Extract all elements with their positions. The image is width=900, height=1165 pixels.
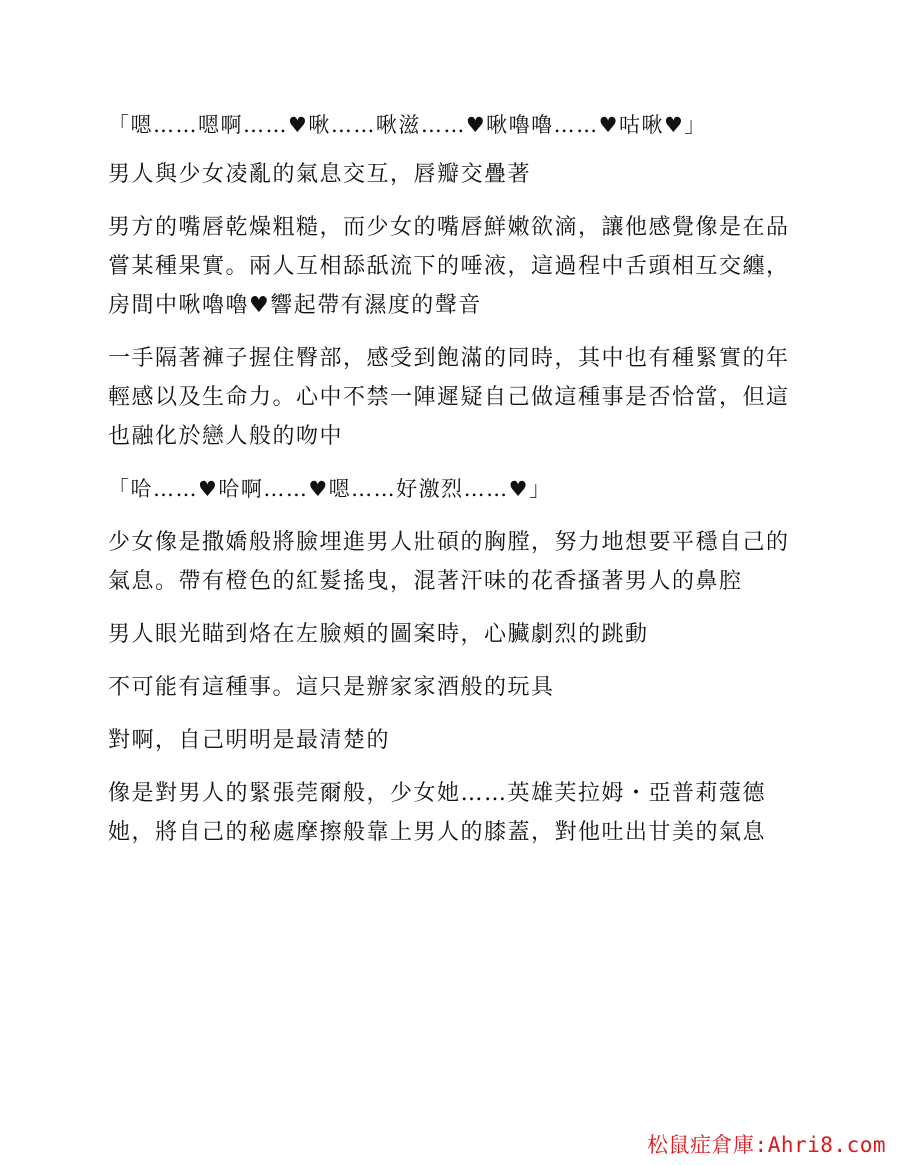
paragraph: 男人眼光瞄到烙在左臉頰的圖案時，心臟劇烈的跳動	[108, 622, 649, 647]
paragraph: 男人與少女凌亂的氣息交互，唇瓣交疊著	[108, 162, 532, 187]
paragraph: 對啊，自己明明是最清楚的	[108, 728, 391, 753]
dialogue-line: 「哈……♥哈啊……♥嗯……好激烈……♥」	[108, 477, 552, 501]
paragraph: 男方的嘴唇乾燥粗糙，而少女的嘴唇鮮嫩欲滴，讓他感覺像是在品嘗某種果實。兩人互相舔舐流下的唾液，這過程中舌頭相互交纏，房間中啾嚕嚕♥響起帶有濕度的聲音	[108, 215, 790, 318]
paragraph: 少女像是撒嬌般將臉埋進男人壯碩的胸膛，努力地想要平穩自己的氣息。帶有橙色的紅髮搖曳，混著汗味的花香搔著男人的鼻腔	[108, 530, 790, 594]
paragraph: 像是對男人的緊張莞爾般，少女她……英雄芙拉姆・亞普莉蔻德她，將自己的秘處摩擦般靠上男人的膝蓋，對他吐出甘美的氣息	[108, 781, 767, 845]
source-watermark: 松鼠症倉庫:Ahri8.com	[647, 1133, 886, 1157]
paragraph: 不可能有這種事。這只是辦家家酒般的玩具	[108, 675, 555, 700]
story-text	[108, 106, 808, 866]
dialogue-line: 「嗯……嗯啊……♥啾……啾滋……♥啾嚕嚕……♥咕啾♥」	[108, 113, 707, 137]
paragraph: 一手隔著褲子握住臀部，感受到飽滿的同時，其中也有種緊實的年輕感以及生命力。心中不禁一陣遲疑自己做這種事是否恰當，但這也融化於戀人般的吻中	[108, 346, 790, 449]
